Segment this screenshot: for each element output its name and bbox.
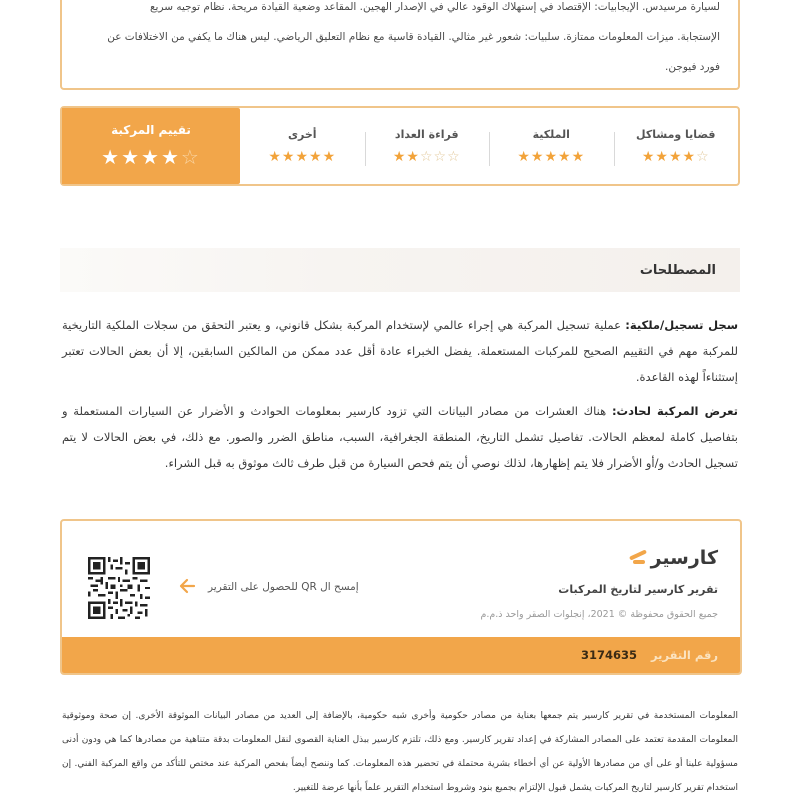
rating-label: قراءة العداد [394,127,459,141]
report-number-label: رقم التقرير [650,648,718,662]
star-filled-icon: ★ [682,148,697,165]
brand-name: كارسير [650,547,718,569]
star-filled-icon: ★ [530,148,545,165]
review-text-2: الإستجابة. ميزات المعلومات ممتازة. سلبيات: شعور غير مثالي. القيادة قاسية مع نظام التعليق الرياضي. ليس هناك ما يكفي من الاختلافات عن [107,31,720,43]
overall-rating [62,108,240,184]
star-filled-icon: ★ [141,145,161,169]
scan-qr-text: إمسح ال QR للحصول على التقرير [208,581,359,593]
rating-label: أخرى [287,127,317,141]
rating-label: قضايا ومشاكل [636,127,716,141]
star-filled-icon: ★ [668,148,683,165]
terms-title: المصطلحات [639,262,716,278]
term-name: تعرض المركبة لحادث: [611,404,738,418]
review-card [60,0,740,90]
report-title: تقرير كارسير لتاريخ المركبات [558,583,718,596]
review-text-1: لسيارة مرسيدس. الإيجابيات: الإقتصاد في إستهلاك الوقود عالي في الإصدار الهجين. المقاعد وضعية القيادة مريحة. نظام توجيه سريع [149,1,720,13]
rating-other [240,108,365,184]
star-rating [268,149,336,165]
report-footer-card [60,519,742,675]
disclaimer [62,704,738,800]
star-rating [517,149,585,165]
rating-issues [614,108,739,184]
star-filled-icon: ★ [571,148,586,165]
term-accident [62,398,738,476]
star-empty-icon: ☆ [180,145,201,169]
divider [489,132,490,166]
term-registration [62,312,738,390]
star-empty-icon: ☆ [419,148,434,165]
report-number: 3174635 [580,648,637,662]
star-filled-icon: ★ [517,148,531,165]
terms-body [62,312,738,484]
star-filled-icon: ★ [281,148,296,165]
rating-ownership [489,108,614,184]
terms-header [60,248,740,292]
term-definition: عملية تسجيل المركبة هي إجراء عالمي لإستخدام المركبة بشكل قانوني، و يعتبر التحقق من سجلات الملكية التاريخية للمركبة مهم في التقييم الصحيح للمركبات المستعملة. يفضل الخبراء عادة أقل عدد ممكن من المالكين السابقين، إلا أن بعض الحالات تعتبر إستثناءاً لهذه القاعدة. [62,318,738,384]
term-definition: هناك العشرات من مصادر البيانات التي تزود كارسير بمعلومات الحوادث و الأضرار عن السيارات المستعملة و بتفاصيل كاملة لمعظم الحالات. تفاصيل تشمل التاريخ، المنطقة الجغرافية، السبب، مناطق الضرر والصور. مع ذلك، في بعض الحالات لا يتم تسجيل الحادث و/أو الأضرار فلا يتم إظهارها، لذلك نوصي أن يتم فحص السيارة من قبل طرف ثالث موثوق به قبل الشراء. [62,404,738,470]
star-filled-icon: ★ [655,148,669,165]
copyright-text: جميع الحقوق محفوظة © 2021، إنجلوات الصقر واحد ذ.م.م [480,609,718,620]
logo-mark-icon [627,551,647,565]
arrow-left-icon [176,575,198,597]
overall-star-rating [101,145,201,169]
overall-rating-label: تقييم المركبة [111,123,191,137]
star-filled-icon: ★ [121,145,142,169]
qr-code-icon[interactable] [88,557,150,619]
report-number-band [62,637,740,673]
star-filled-icon: ★ [101,145,122,169]
disclaimer-text: المعلومات المستخدمة في تقرير كارسير يتم جمعها بعناية من مصادر حكومية وأخرى شبه حكومية، بالإضافة إلى العديد من مصادر البيانات الموثوقة الأخرى. إن صحة وموثوقية المعلومات المقدمة تعتمد على المصادر المشاركة في إعداد تقرير كارسير. ومع ذلك، تلتزم كارسير ببذل العناية القصوى لنقل المعلومات بدقة متناهية من مصادرها كما هي ودون أدنى مسؤولية علينا أو على أي من مصادرها الأولية عن أي أخطاء بشرية محتملة في تحضير هذه المعلومات. كما وننصح أيضاً بفحص المركبة عند مختص للتأكد من واقع المركبة الفني. إن استخدام تقرير كارسير لتاريخ المركبات يشمل قبول الإلتزام بجميع بنود وشروط استخدام التقرير علماً بأنها عرضة للتغيير. [62,711,738,793]
divider [614,132,615,166]
rating-odometer [365,108,490,184]
review-text-3: فورد فيوجن. [665,61,720,73]
star-rating [393,149,461,165]
star-rating [642,149,710,165]
star-empty-icon: ☆ [433,148,448,165]
star-empty-icon: ☆ [447,148,461,165]
star-filled-icon: ★ [544,148,559,165]
rating-strip [60,106,740,186]
star-filled-icon: ★ [641,148,656,165]
star-filled-icon: ★ [392,148,407,165]
star-filled-icon: ★ [160,145,181,169]
term-name: سجل تسجيل/ملكية: [625,318,738,332]
star-empty-icon: ☆ [696,148,710,165]
brand-logo [627,547,718,569]
star-filled-icon: ★ [406,148,420,165]
divider [365,132,366,166]
rating-label: الملكية [532,127,570,141]
star-filled-icon: ★ [558,148,572,165]
star-filled-icon: ★ [295,148,310,165]
footer-top [62,521,740,639]
star-filled-icon: ★ [268,148,282,165]
star-filled-icon: ★ [309,148,323,165]
star-filled-icon: ★ [322,148,337,165]
